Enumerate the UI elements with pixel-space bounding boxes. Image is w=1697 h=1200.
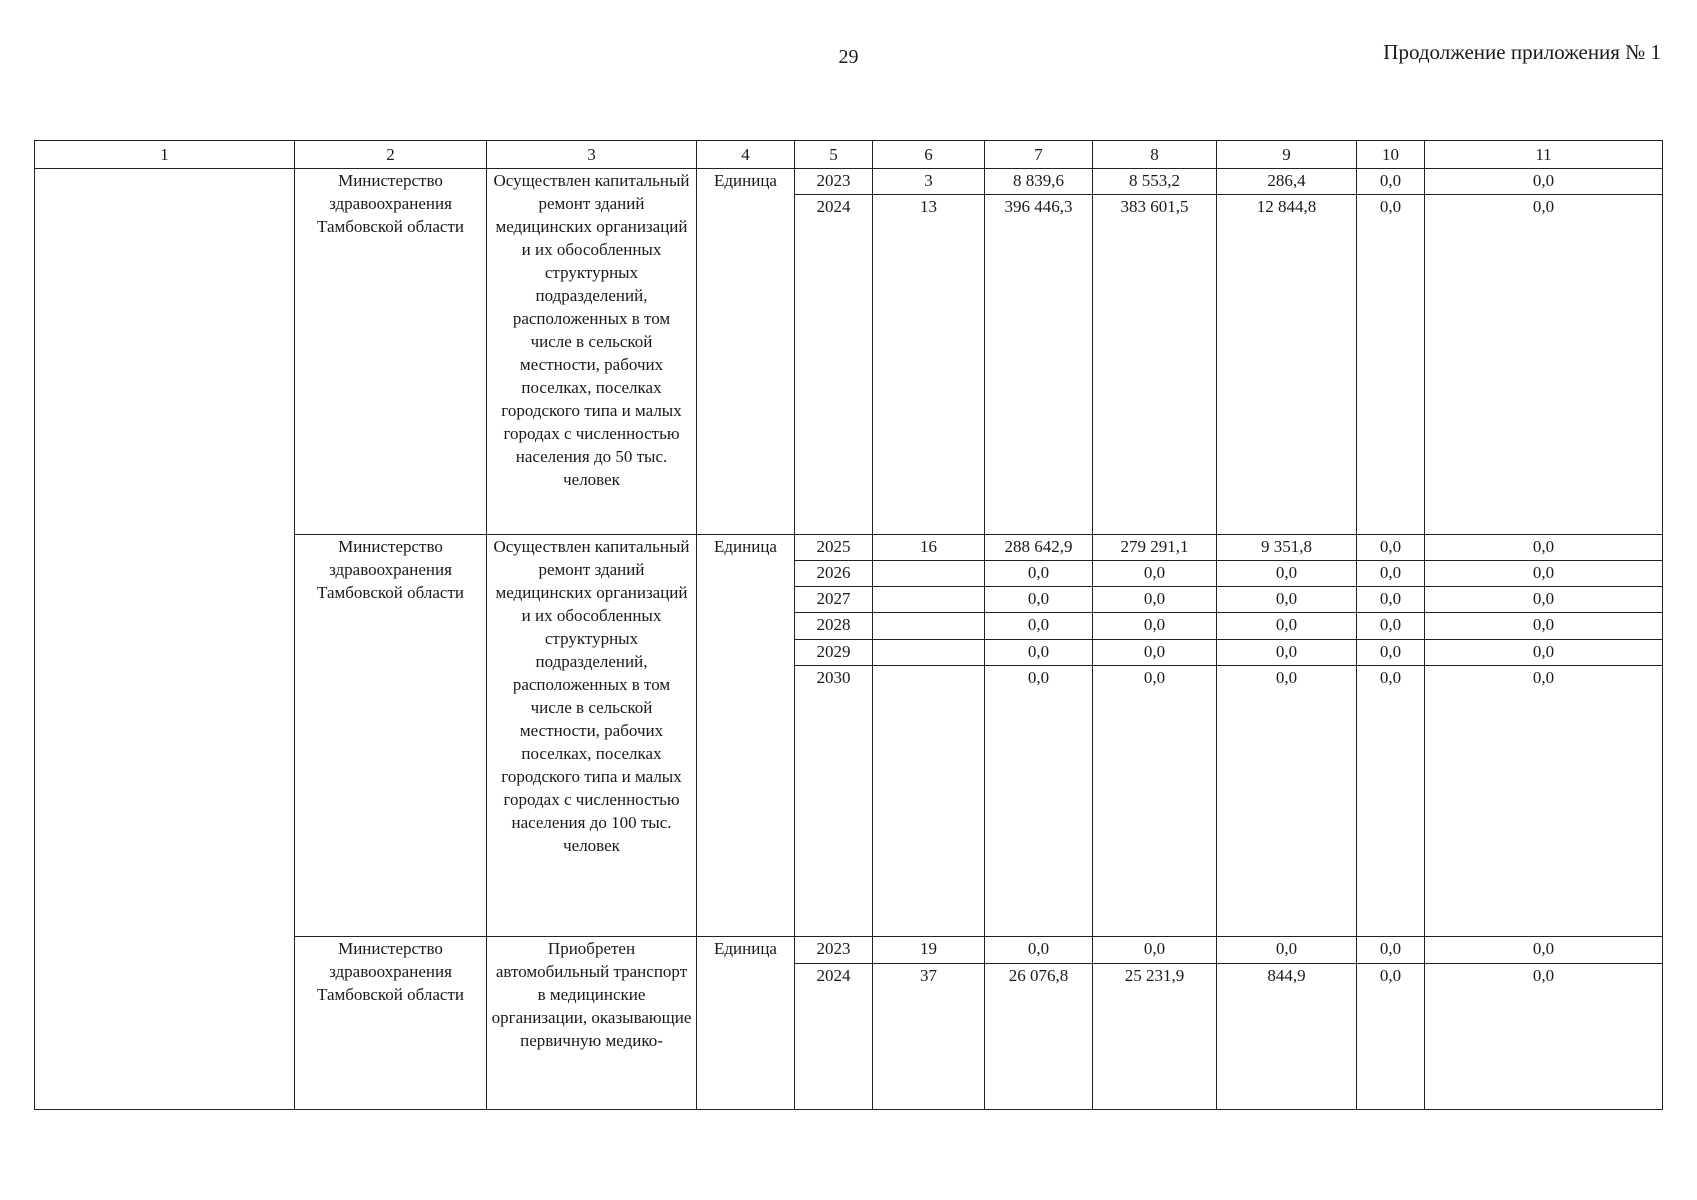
value-cell: 844,9: [1217, 963, 1357, 1109]
value-cell: 0,0: [1425, 587, 1663, 613]
value-cell: 0,0: [1217, 639, 1357, 665]
year-cell: 2024: [795, 195, 873, 535]
header-row: [35, 141, 1663, 169]
table-row: [35, 169, 1663, 195]
unit-cell: Единица: [697, 937, 795, 1110]
value-cell: 0,0: [1357, 639, 1425, 665]
value-cell: 9 351,8: [1217, 535, 1357, 561]
column-header: 7: [985, 141, 1093, 169]
year-cell: 2028: [795, 613, 873, 639]
column-header: 6: [873, 141, 985, 169]
column-header: 2: [295, 141, 487, 169]
value-cell: 383 601,5: [1093, 195, 1217, 535]
value-cell: 0,0: [985, 561, 1093, 587]
count-cell: 3: [873, 169, 985, 195]
value-cell: 0,0: [1357, 937, 1425, 963]
value-cell: 25 231,9: [1093, 963, 1217, 1109]
value-cell: 0,0: [1357, 169, 1425, 195]
value-cell: 0,0: [1425, 561, 1663, 587]
result-cell: Осуществлен капитальный ремонт зданий медицинских организаций и их обособленных структурных подразделений, расположенных в том числе в сельской местности, рабочих поселках, поселках городского типа и малых городах с численностью населения до 100 тыс. человек: [487, 535, 697, 937]
column-header: 4: [697, 141, 795, 169]
value-cell: 0,0: [1425, 665, 1663, 937]
unit-cell: Единица: [697, 169, 795, 535]
continuation-label: Продолжение приложения № 1: [1383, 40, 1661, 64]
value-cell: 0,0: [985, 587, 1093, 613]
column-header: 3: [487, 141, 697, 169]
agency-cell: Министерство здравоохранения Тамбовской области: [295, 937, 487, 1110]
value-cell: 12 844,8: [1217, 195, 1357, 535]
value-cell: 0,0: [1425, 613, 1663, 639]
column-1-cell: [35, 169, 295, 1110]
value-cell: 0,0: [1357, 665, 1425, 937]
value-cell: 0,0: [1093, 639, 1217, 665]
result-cell: Осуществлен капитальный ремонт зданий медицинских организаций и их обособленных структурных подразделений, расположенных в том числе в сельской местности, рабочих поселках, поселках городского типа и малых городах с численностью населения до 50 тыс. человек: [487, 169, 697, 535]
value-cell: 0,0: [1357, 561, 1425, 587]
value-cell: 0,0: [1425, 937, 1663, 963]
value-cell: 396 446,3: [985, 195, 1093, 535]
value-cell: 0,0: [1357, 587, 1425, 613]
value-cell: 0,0: [1093, 665, 1217, 937]
value-cell: 0,0: [1357, 535, 1425, 561]
value-cell: 0,0: [1093, 937, 1217, 963]
year-cell: 2023: [795, 937, 873, 963]
count-cell: [873, 665, 985, 937]
count-cell: 13: [873, 195, 985, 535]
value-cell: 0,0: [985, 937, 1093, 963]
value-cell: 0,0: [1357, 195, 1425, 535]
year-cell: 2027: [795, 587, 873, 613]
page-number: 29: [838, 46, 859, 68]
value-cell: 8 839,6: [985, 169, 1093, 195]
value-cell: 0,0: [1357, 963, 1425, 1109]
value-cell: 0,0: [1093, 587, 1217, 613]
value-cell: 0,0: [1425, 195, 1663, 535]
column-header: 10: [1357, 141, 1425, 169]
unit-cell: Единица: [697, 535, 795, 937]
year-cell: 2025: [795, 535, 873, 561]
value-cell: 0,0: [1357, 613, 1425, 639]
year-cell: 2024: [795, 963, 873, 1109]
budget-table: [34, 140, 1663, 1110]
column-header: 5: [795, 141, 873, 169]
result-cell: Приобретен автомобильный транспорт в медицинские организации, оказывающие первичную медико-: [487, 937, 697, 1110]
value-cell: 0,0: [1217, 561, 1357, 587]
year-cell: 2030: [795, 665, 873, 937]
year-cell: 2023: [795, 169, 873, 195]
count-cell: [873, 587, 985, 613]
value-cell: 286,4: [1217, 169, 1357, 195]
column-header: 1: [35, 141, 295, 169]
value-cell: 8 553,2: [1093, 169, 1217, 195]
count-cell: [873, 639, 985, 665]
column-header: 8: [1093, 141, 1217, 169]
value-cell: 0,0: [1217, 937, 1357, 963]
value-cell: 0,0: [1217, 665, 1357, 937]
column-header: 11: [1425, 141, 1663, 169]
value-cell: 0,0: [1425, 639, 1663, 665]
value-cell: 279 291,1: [1093, 535, 1217, 561]
value-cell: 26 076,8: [985, 963, 1093, 1109]
value-cell: 0,0: [1425, 169, 1663, 195]
agency-cell: Министерство здравоохранения Тамбовской области: [295, 535, 487, 937]
column-header: 9: [1217, 141, 1357, 169]
value-cell: 0,0: [1093, 561, 1217, 587]
value-cell: 0,0: [1217, 587, 1357, 613]
value-cell: 0,0: [1093, 613, 1217, 639]
count-cell: 16: [873, 535, 985, 561]
value-cell: 0,0: [1217, 613, 1357, 639]
value-cell: 0,0: [985, 613, 1093, 639]
count-cell: 19: [873, 937, 985, 963]
value-cell: 0,0: [985, 665, 1093, 937]
value-cell: 0,0: [985, 639, 1093, 665]
year-cell: 2026: [795, 561, 873, 587]
value-cell: 288 642,9: [985, 535, 1093, 561]
value-cell: 0,0: [1425, 535, 1663, 561]
count-cell: [873, 613, 985, 639]
count-cell: [873, 561, 985, 587]
agency-cell: Министерство здравоохранения Тамбовской области: [295, 169, 487, 535]
value-cell: 0,0: [1425, 963, 1663, 1109]
count-cell: 37: [873, 963, 985, 1109]
year-cell: 2029: [795, 639, 873, 665]
